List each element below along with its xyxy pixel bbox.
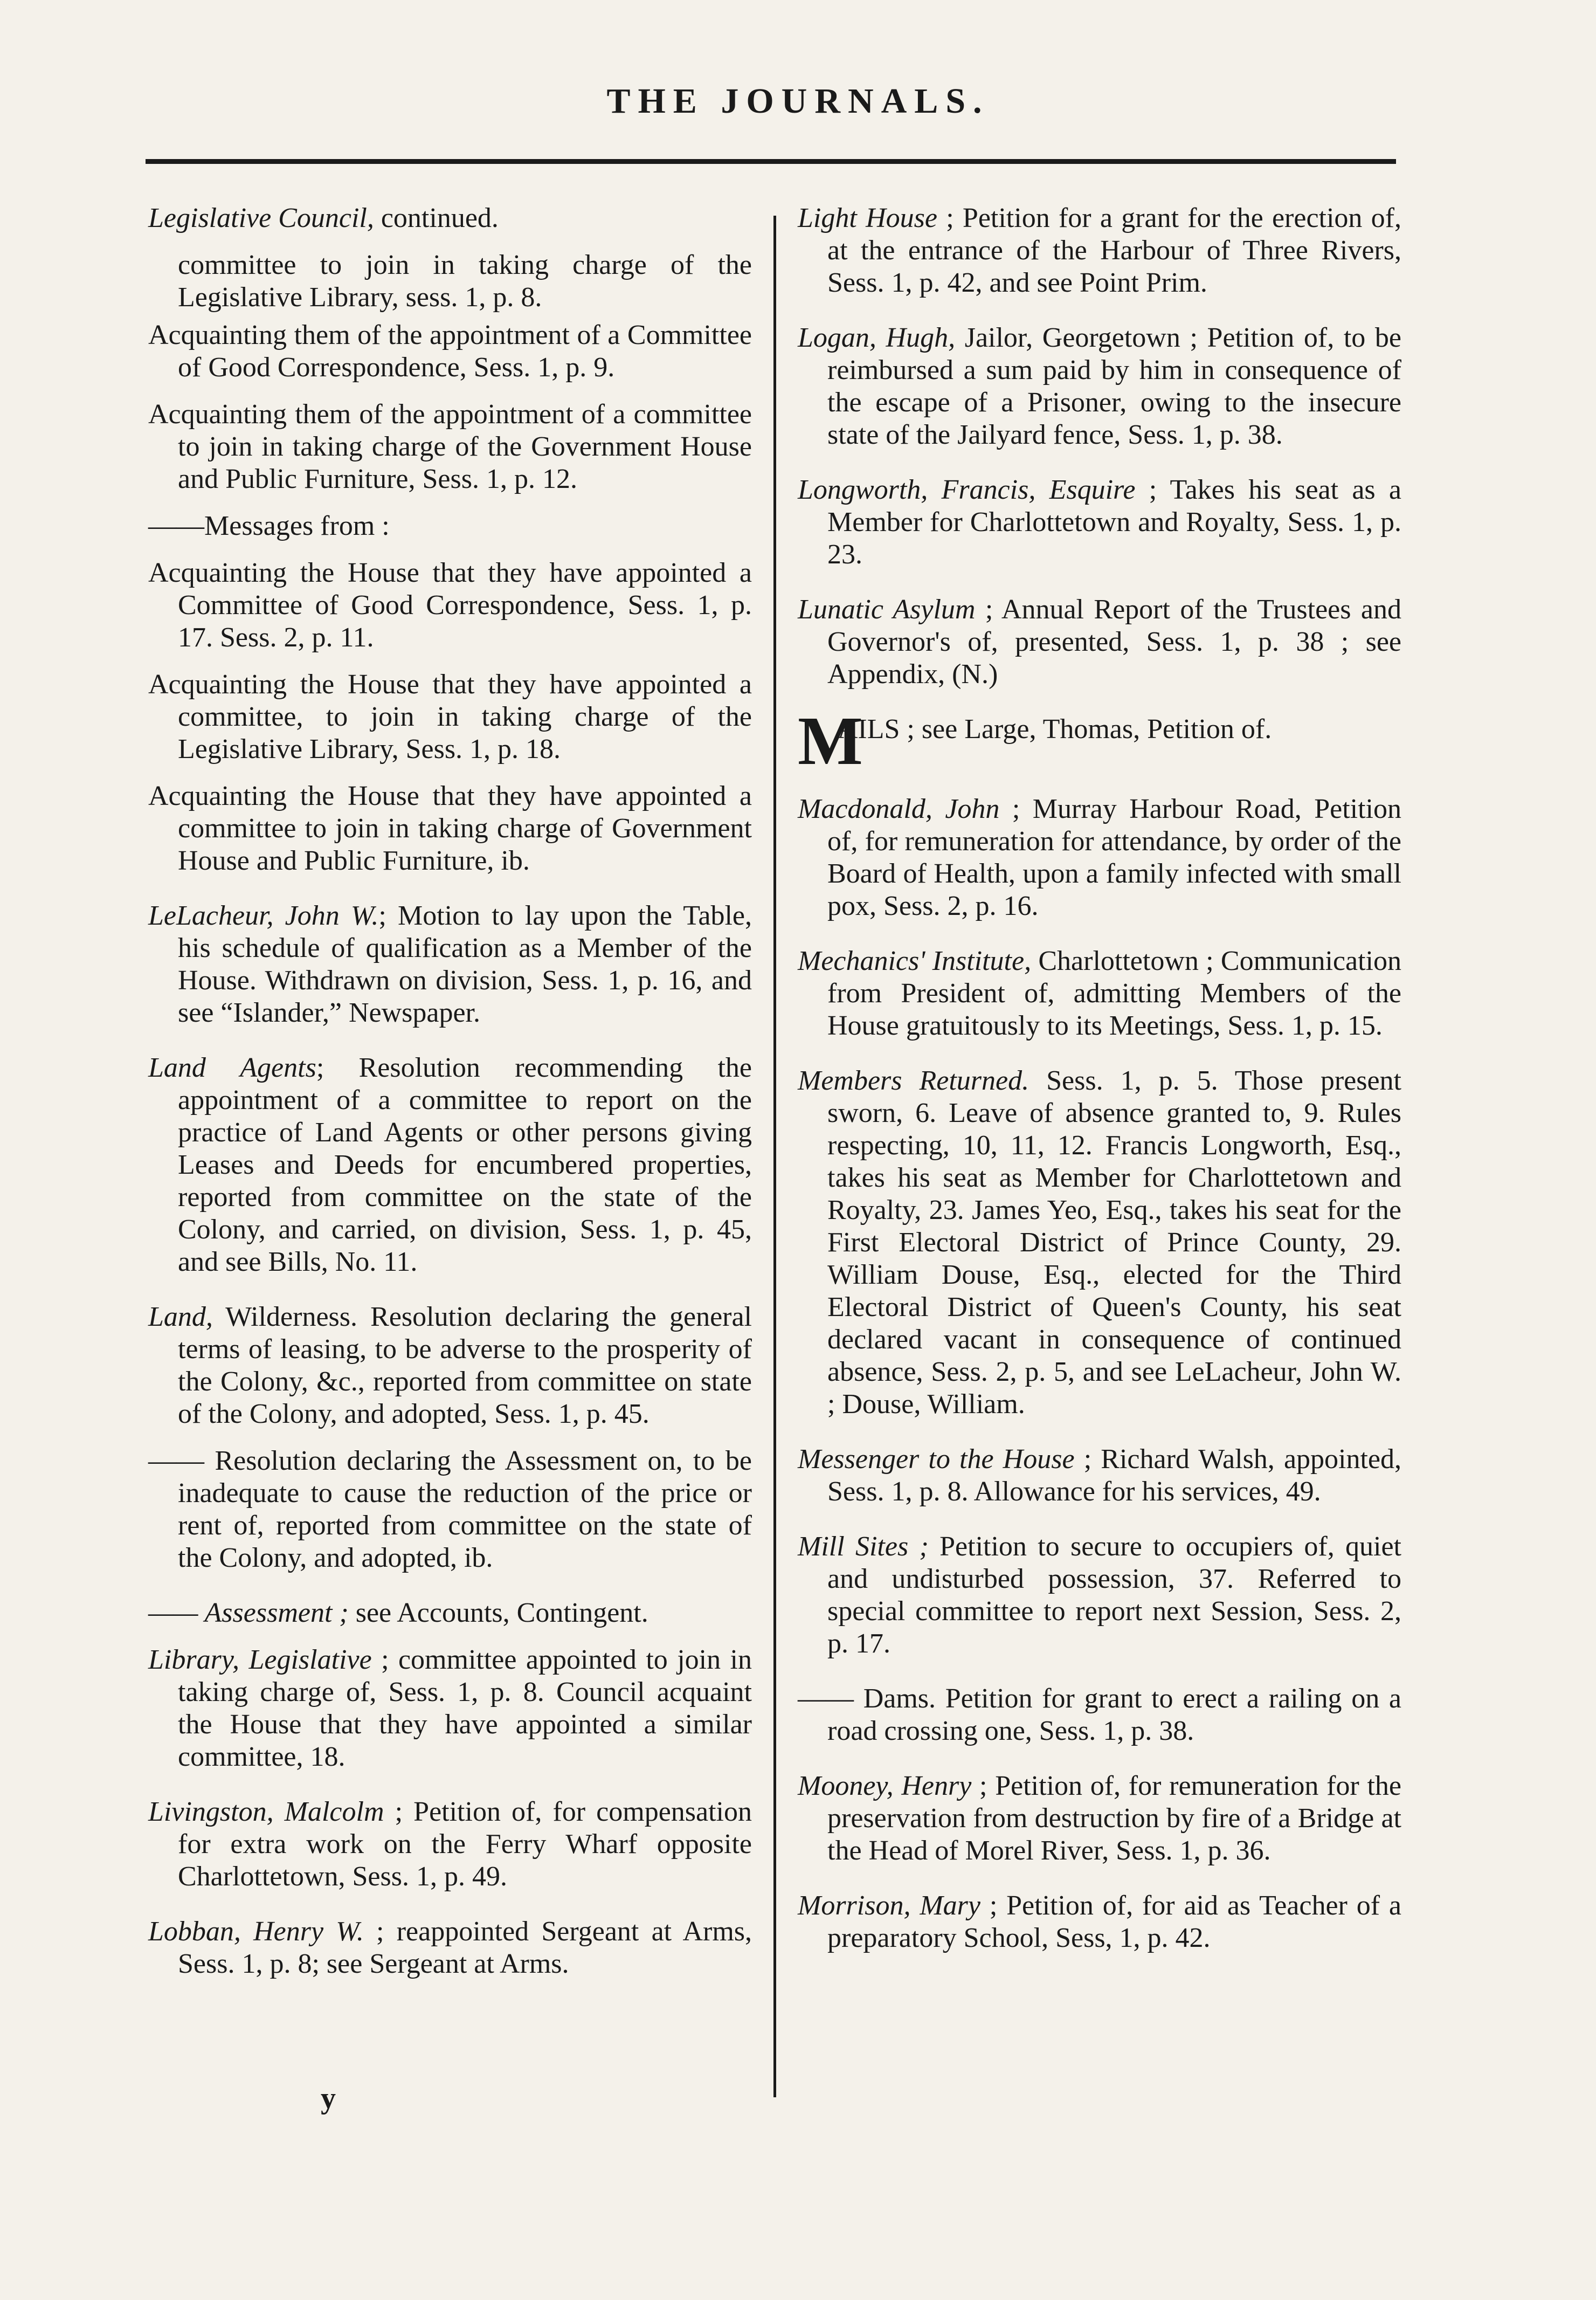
entry-text: continued. [374,203,499,233]
index-entry [148,1301,752,1430]
entry-text: Wilderness. Resolution declaring the general terms of leasing, to be adverse to the prosperity of the Colony, &c., reported from committee on state of the Colony, and adopted, Sess. 1, p. 45. [178,1302,752,1429]
column-divider [773,216,776,2097]
index-entry [148,669,752,766]
entry-text: Acquainting them of the appointment of a Committee of Good Correspondence, Sess. 1, p. 9. [148,320,752,383]
index-entry [148,398,752,495]
index-entry [798,594,1401,691]
entry-heading: Logan, Hugh, [798,322,956,353]
entry-text: ; Motion to lay upon the Table, his schedule of qualification as a Member of the House. Withdrawn on division, Sess. 1, p. 16, and see “Islander,” Newspaper. [178,900,752,1028]
left-column [148,202,752,1995]
entry-heading: Lunatic Asylum [798,594,976,625]
entry-heading: —— Assessment ; [148,1597,349,1628]
entry-heading: Messenger to the House [798,1444,1075,1475]
entry-heading: Lobban, Henry W. [148,1916,364,1947]
index-entry [148,900,752,1029]
index-entry [148,202,752,235]
entry-text: Jailor, Georgetown ; Petition of, to be reimbursed a sum paid by him in consequence of the escape of a Prisoner, owing to the insecure state of the Jailyard fence, Sess. 1, p. 38. [827,322,1401,450]
entry-text: —— Dams. Petition for grant to erect a railing on a road crossing one, Sess. 1, p. 38. [798,1683,1401,1746]
index-entry [148,319,752,384]
index-entry [148,1445,752,1574]
entry-text: —— Resolution declaring the Assessment on, to be inadequate to cause the reduction of the price or rent of, reported from committee on the state of the Colony, and adopted, ib. [148,1445,752,1573]
header-rule [146,159,1396,164]
entry-heading: LeLacheur, John W. [148,900,379,931]
entry-heading: Longworth, Francis, Esquire [798,474,1136,505]
entry-text: ; committee appointed to join in taking charge of, Sess. 1, p. 8. Council acquaint the House that they have appointed a similar committee, 18. [178,1644,752,1772]
section-m-entry [798,703,1401,779]
entry-text: Charlottetown ; Communication from President of, admitting Members of the House gratuitously to its Meetings, Sess. 1, p. 15. [827,946,1401,1041]
index-entry [798,1531,1401,1660]
index-entry [798,474,1401,571]
entry-heading: Members Returned. [798,1065,1030,1096]
index-entry [148,557,752,654]
entry-text: ; Petition for a grant for the erection of, at the entrance of the Harbour of Three Rivers, Sess. 1, p. 42, and see Point Prim. [827,203,1401,298]
signature-mark: y [321,2082,336,2115]
entry-heading: Library, Legislative [148,1644,372,1675]
index-entry [148,510,752,542]
entry-heading: Light House [798,203,937,233]
entry-heading: Legislative Council, [148,203,374,233]
index-entry [798,202,1401,299]
entry-text: ; Petition of, for aid as Teacher of a preparatory School, Sess, 1, p. 42. [827,1890,1401,1953]
entry-text: ; Richard Walsh, appointed, Sess. 1, p. 8. Allowance for his services, 49. [827,1444,1402,1507]
index-entry [798,322,1401,451]
index-entry [148,1597,752,1629]
entry-heading: Land Agents [148,1052,316,1083]
entry-heading: Land, [148,1302,213,1332]
index-entry [798,1065,1401,1421]
entry-heading: Mooney, Henry [798,1771,972,1801]
entry-text: ; Petition of, for compensation for extra work on the Ferry Wharf opposite Charlottetown, Sess. 1, p. 49. [178,1796,752,1892]
index-entry [148,1916,752,1980]
entry-text: ——Messages from : [148,511,390,541]
entry-heading: Macdonald, John [798,794,1000,824]
entry-text: see Accounts, Contingent. [348,1597,648,1628]
entry-text: ; reappointed Sergeant at Arms, Sess. 1, p. 8; see Sergeant at Arms. [178,1916,752,1979]
entry-heading: Livingston, Malcolm [148,1796,384,1827]
entry-text: Acquainting them of the appointment of a committee to join in taking charge of the Government House and Public Furniture, Sess. 1, p. 12. [148,399,752,494]
entry-text: Petition to secure to occupiers of, quiet and undisturbed possession, 37. Referred to special committee to report next Session, Sess. 2, p. 17. [827,1531,1401,1659]
entry-text: Acquainting the House that they have appointed a committee to join in taking charge of Government House and Public Furniture, ib. [148,781,752,876]
page-header: THE JOURNALS. [606,81,990,121]
entry-heading: Mill Sites ; [798,1531,929,1562]
index-entry [148,1052,752,1278]
entry-heading: Morrison, Mary [798,1890,980,1921]
index-entry [148,780,752,877]
entry-text: ; Murray Harbour Road, Petition of, for remuneration for attendance, by order of the Board of Health, upon a family infected with small pox, Sess. 2, p. 16. [827,794,1401,921]
entry-text: Sess. 1, p. 5. Those present sworn, 6. Leave of absence granted to, 9. Rules respecting, 10, 11, 12. Francis Longworth, Esq., takes his seat as Member for Charlottetown and Royalty, 23. James Yeo, Esq., takes his seat for the First Electoral District of Prince County, 29. William Douse, Esq., elected for the Third Electoral District of Queen's County, his seat declared vacant in consequence of continued absence, Sess. 2, p. 5, and see LeLacheur, John W. ; Douse, William. [827,1065,1401,1420]
index-entry [798,945,1401,1042]
entry-text: ; Annual Report of the Trustees and Governor's of, presented, Sess. 1, p. 38 ; see Appendix, (N.) [827,594,1401,690]
index-entry [798,793,1401,922]
index-entry [148,1796,752,1893]
right-column [798,202,1401,1969]
entry-text: AILS ; see Large, Thomas, Petition of. [837,714,1272,745]
entry-text: committee to join in taking charge of the Legislative Library, sess. 1, p. 8. [178,250,752,313]
index-entry [148,1644,752,1773]
index-entry [798,1683,1401,1747]
entry-text: Acquainting the House that they have appointed a committee, to join in taking charge of the Legislative Library, Sess. 1, p. 18. [148,669,752,765]
entry-text: ; Takes his seat as a Member for Charlottetown and Royalty, Sess. 1, p. 23. [827,474,1401,570]
index-entry [798,1770,1401,1867]
entry-text: ; Petition of, for remuneration for the preservation from destruction by fire of a Bridge at the Head of Morel River, Sess. 1, p. 36. [827,1771,1401,1866]
entry-text: Acquainting the House that they have appointed a Committee of Good Correspondence, Sess. 1, p. 17. Sess. 2, p. 11. [148,557,752,653]
index-entry [148,249,752,314]
entry-heading: Mechanics' Institute, [798,946,1032,976]
index-entry [798,1443,1401,1508]
index-entry [798,1890,1401,1954]
entry-text: ; Resolution recommending the appointment of a committee to report on the practice of Land Agents or other persons giving Leases and Deeds for encumbered properties, reported from committee on the state of the Colony, and carried, on division, Sess. 1, p. 45, and see Bills, No. 11. [178,1052,752,1277]
drop-capital: M [798,703,863,779]
